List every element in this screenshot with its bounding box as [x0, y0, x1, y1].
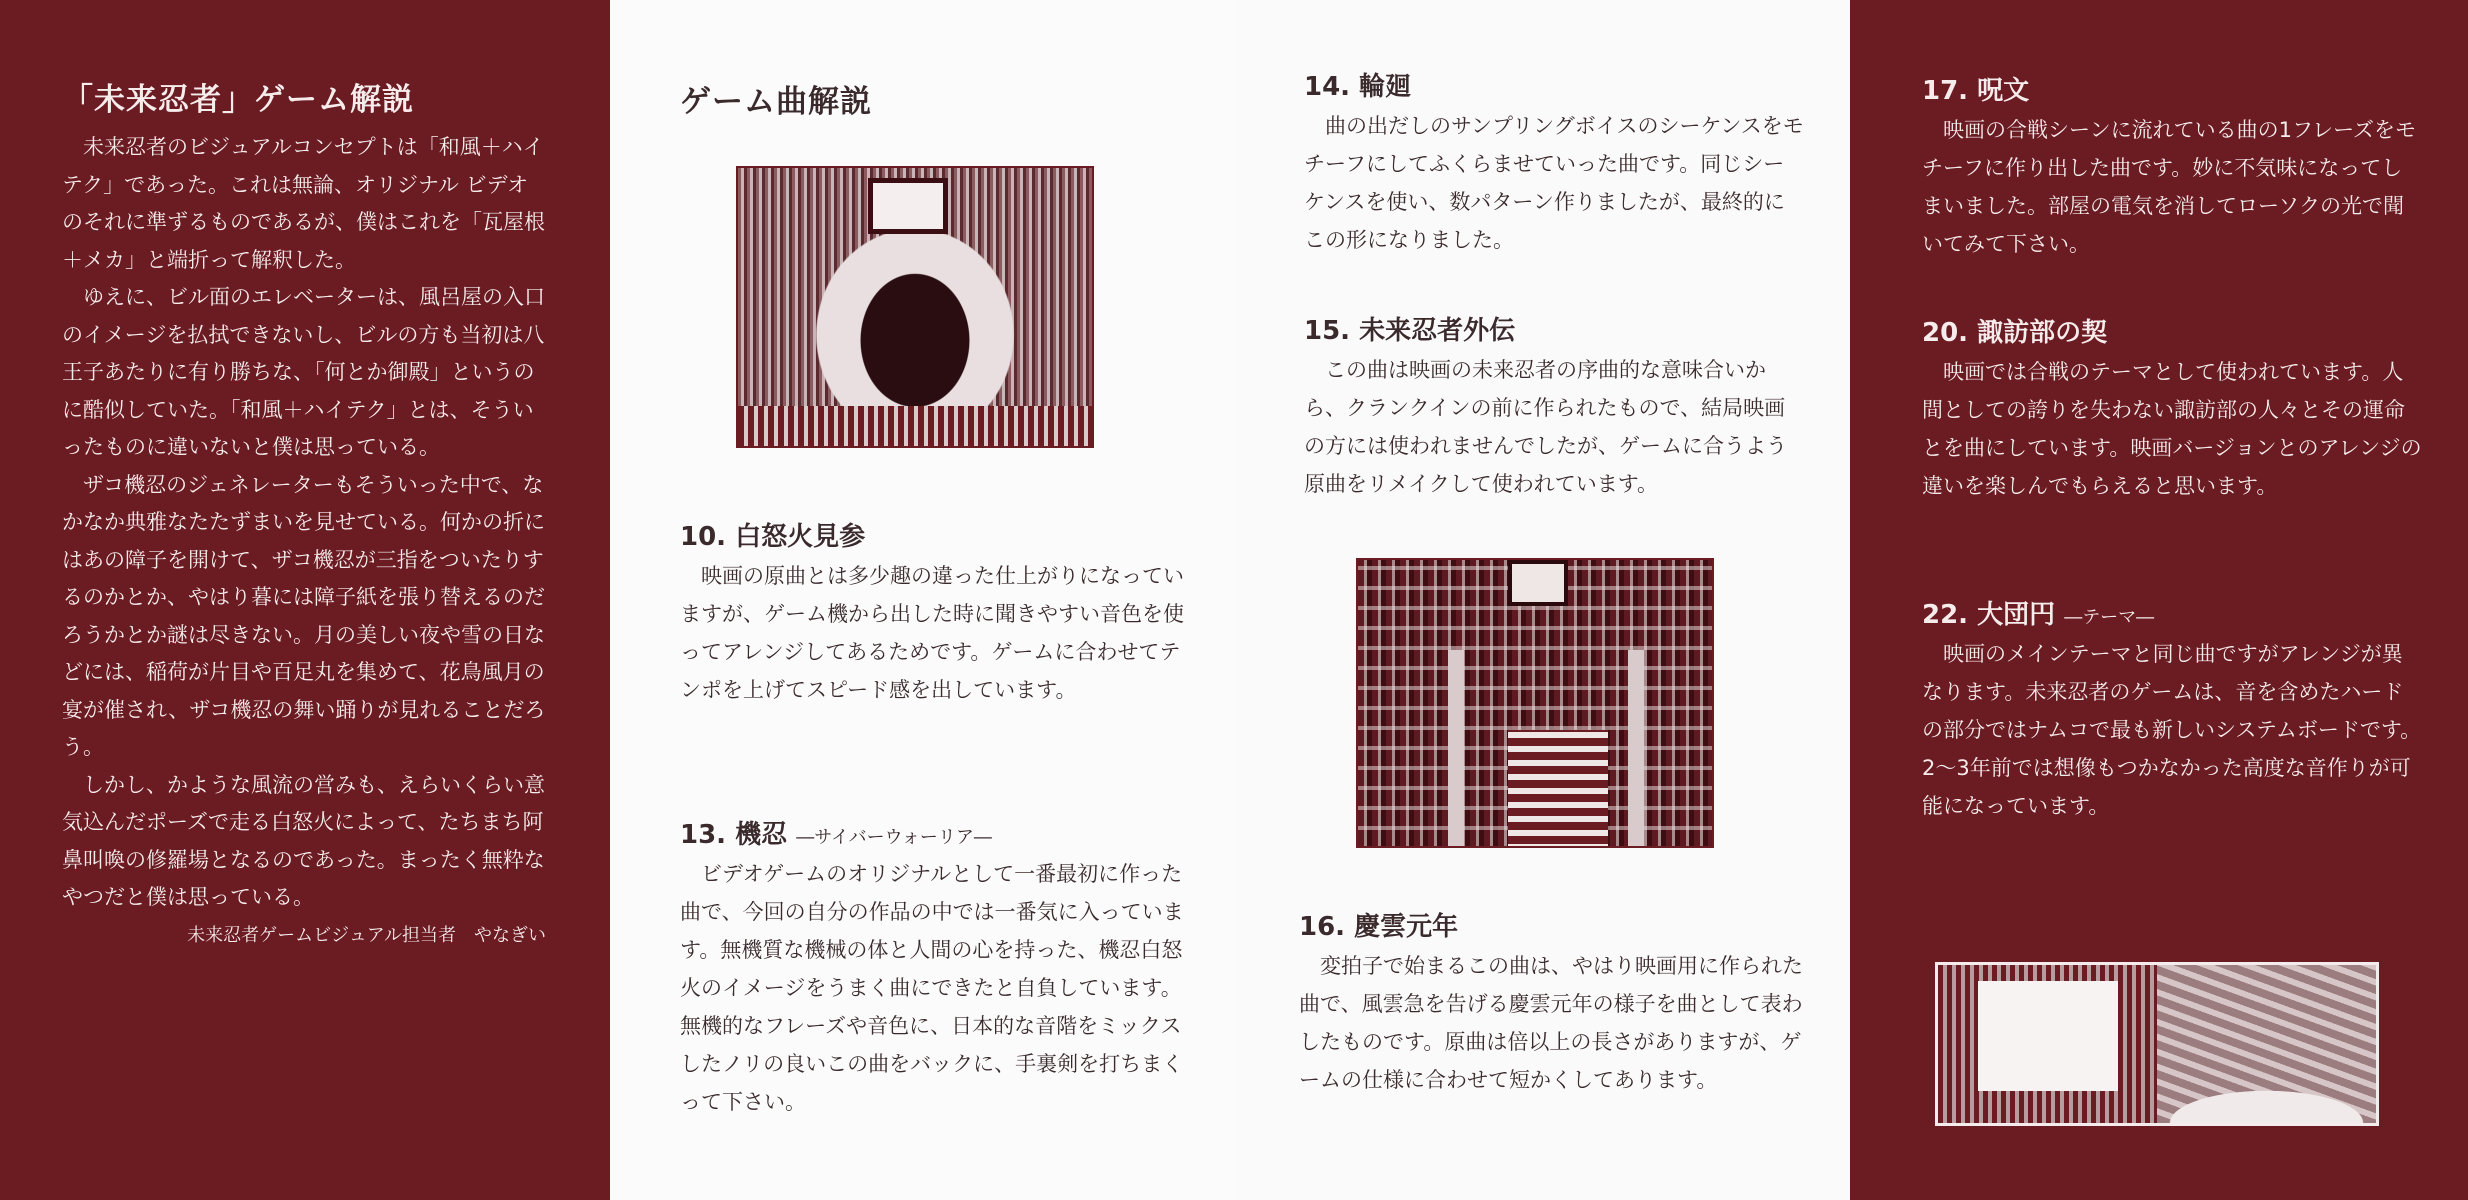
track-15-body: この曲は映画の未来忍者の序曲的な意味合いから、クランクインの前に作られたもので、結局映画の方には使われませんでしたが、ゲームに合うよう原曲をリメイクして使われています。 — [1304, 358, 1787, 496]
track-13-subtitle: ―サイバーウォーリア― — [796, 827, 992, 848]
paragraph-1: 未来忍者のビジュアルコンセプトは「和風＋ハイテク」であった。これは無論、オリジナル ビデオのそれに準ずるものであるが、僕はこれを「瓦屋根＋メカ」と端折って解釈した。 — [62, 135, 545, 272]
section-track-14 — [1304, 66, 1804, 259]
game-screenshot-ladder-stage — [1356, 558, 1714, 848]
screenshot-mountain-scene — [2157, 965, 2376, 1123]
track-20-body: 映画では合戦のテーマとして使われています。人間としての誇りを失わない諏訪部の人々とその運命とを曲にしています。映画バージョンとのアレンジの違いを楽しんでもらえると思います。 — [1922, 360, 2422, 498]
track-15-title: 15. 未来忍者外伝 — [1304, 316, 1516, 346]
stage-sign-image — [1508, 560, 1568, 606]
paragraph-2: ゆえに、ビル面のエレベーターは、風呂屋の入口のイメージを払拭できないし、ビルの方も当初は八王子あたりに有り勝ちな、「何とか御殿」というのに酷似していた。「和風＋ハイテク」とは、そういったものに違いないと僕は思っている。 — [62, 285, 545, 459]
track-20-title: 20. 諏訪部の契 — [1922, 318, 2108, 348]
game-commentary-title: 「未来忍者」ゲーム解説 — [62, 82, 414, 118]
visual-credit: 未来忍者ゲームビジュアル担当者 やなぎい — [187, 924, 546, 946]
track-22-subtitle: ―テーマ― — [2064, 607, 2155, 628]
section-track-20 — [1922, 312, 2422, 505]
track-14-body: 曲の出だしのサンプリングボイスのシーケンスをモチーフにしてふくらませていった曲です。同じシーケンスを使い、数パターン作りましたが、最終的にこの形になりました。 — [1304, 114, 1804, 252]
track-22-heading — [1922, 594, 2422, 631]
track-22-body: 映画のメインテーマと同じ曲ですがアレンジが異なります。未来忍者のゲームは、音を含めたハードの部分ではナムコで最も新しいシステムボードです。2〜3年前では想像もつかなかった高度な音作りが可能になっています。 — [1922, 642, 2422, 818]
paragraph-4: しかし、かような風流の営みも、えらいくらい意気込んだポーズで走る白怒火によって、たちまち阿鼻叫喚の修羅場となるのであった。まったく無粋なやつだと僕は思っている。 — [62, 772, 545, 909]
game-screenshot-pair — [1935, 962, 2379, 1126]
pillar-image-right — [1628, 650, 1644, 848]
game-screenshot-boss-face — [736, 166, 1094, 448]
track-14-title: 14. 輪廻 — [1304, 72, 1412, 102]
panel1-content — [62, 74, 546, 947]
pillar-image-left — [1448, 650, 1464, 848]
stage-floor-image — [738, 406, 1092, 446]
panel-game-commentary — [0, 0, 610, 1200]
section-track-16 — [1299, 906, 1804, 1099]
section-track-17 — [1922, 70, 2422, 263]
track-17-body: 映画の合戦シーンに流れている曲の1フレーズをモチーフに作り出した曲です。妙に不気味になってしまいました。部屋の電気を消してローソクの光で聞いてみて下さい。 — [1922, 118, 2417, 256]
track-22-title: 22. 大団円 — [1922, 600, 2056, 630]
track-16-body: 変拍子で始まるこの曲は、やはり映画用に作られた曲で、風雲急を告げる慶雲元年の様子を曲として表わしたものです。原曲は倍以上の長さがありますが、ゲームの仕様に合わせて短かくしてあります。 — [1299, 954, 1803, 1092]
section-track-22 — [1922, 594, 2422, 825]
screenshot-gate-scene — [1938, 965, 2157, 1123]
boss-sign-image — [868, 178, 948, 234]
track-17-title: 17. 呪文 — [1922, 76, 2030, 106]
track-16-title: 16. 慶雲元年 — [1299, 912, 1459, 942]
ladder-image — [1508, 730, 1608, 848]
track-13-body: ビデオゲームのオリジナルとして一番最初に作った曲で、今回の自分の作品の中では一番気に入っています。無機質な機械の体と人間の心を持った、機忍白怒火のイメージをうまく曲にできたと自負しています。無機的なフレーズや音色に、日本的な音階をミックスしたノリの良いこの曲をバックに、手裏剣を打ちまくって下さい。 — [680, 862, 1184, 1114]
track-13-title: 13. 機忍 — [680, 820, 788, 850]
music-commentary-title: ゲーム曲解説 — [680, 84, 872, 120]
track-10-title: 10. 白怒火見参 — [680, 522, 866, 552]
section-track-13 — [680, 814, 1200, 1121]
section-track-10 — [680, 516, 1200, 709]
track-13-heading — [680, 814, 1200, 851]
track-10-body: 映画の原曲とは多少趣の違った仕上がりになっていますが、ゲーム機から出した時に聞きやすい音色を使ってアレンジしてあるためです。ゲームに合わせてテンポを上げてスピード感を出しています。 — [680, 564, 1184, 702]
paragraph-3: ザコ機忍のジェネレーターもそういった中で、なかなか典雅なたたずまいを見せている。何かの折にはあの障子を開けて、ザコ機忍が三指をついたりするのかとか、やはり暮には障子紙を張り替えるのだろうかとか謎は尽きない。月の美しい夜や雪の日などには、稲荷が片目や百足丸を集めて、花鳥風月の宴が催され、ザコ機忍の舞い踊りが見れることだろう。 — [62, 472, 546, 759]
panel-music-commentary-1 — [610, 0, 1235, 1200]
section-track-15 — [1304, 310, 1804, 503]
